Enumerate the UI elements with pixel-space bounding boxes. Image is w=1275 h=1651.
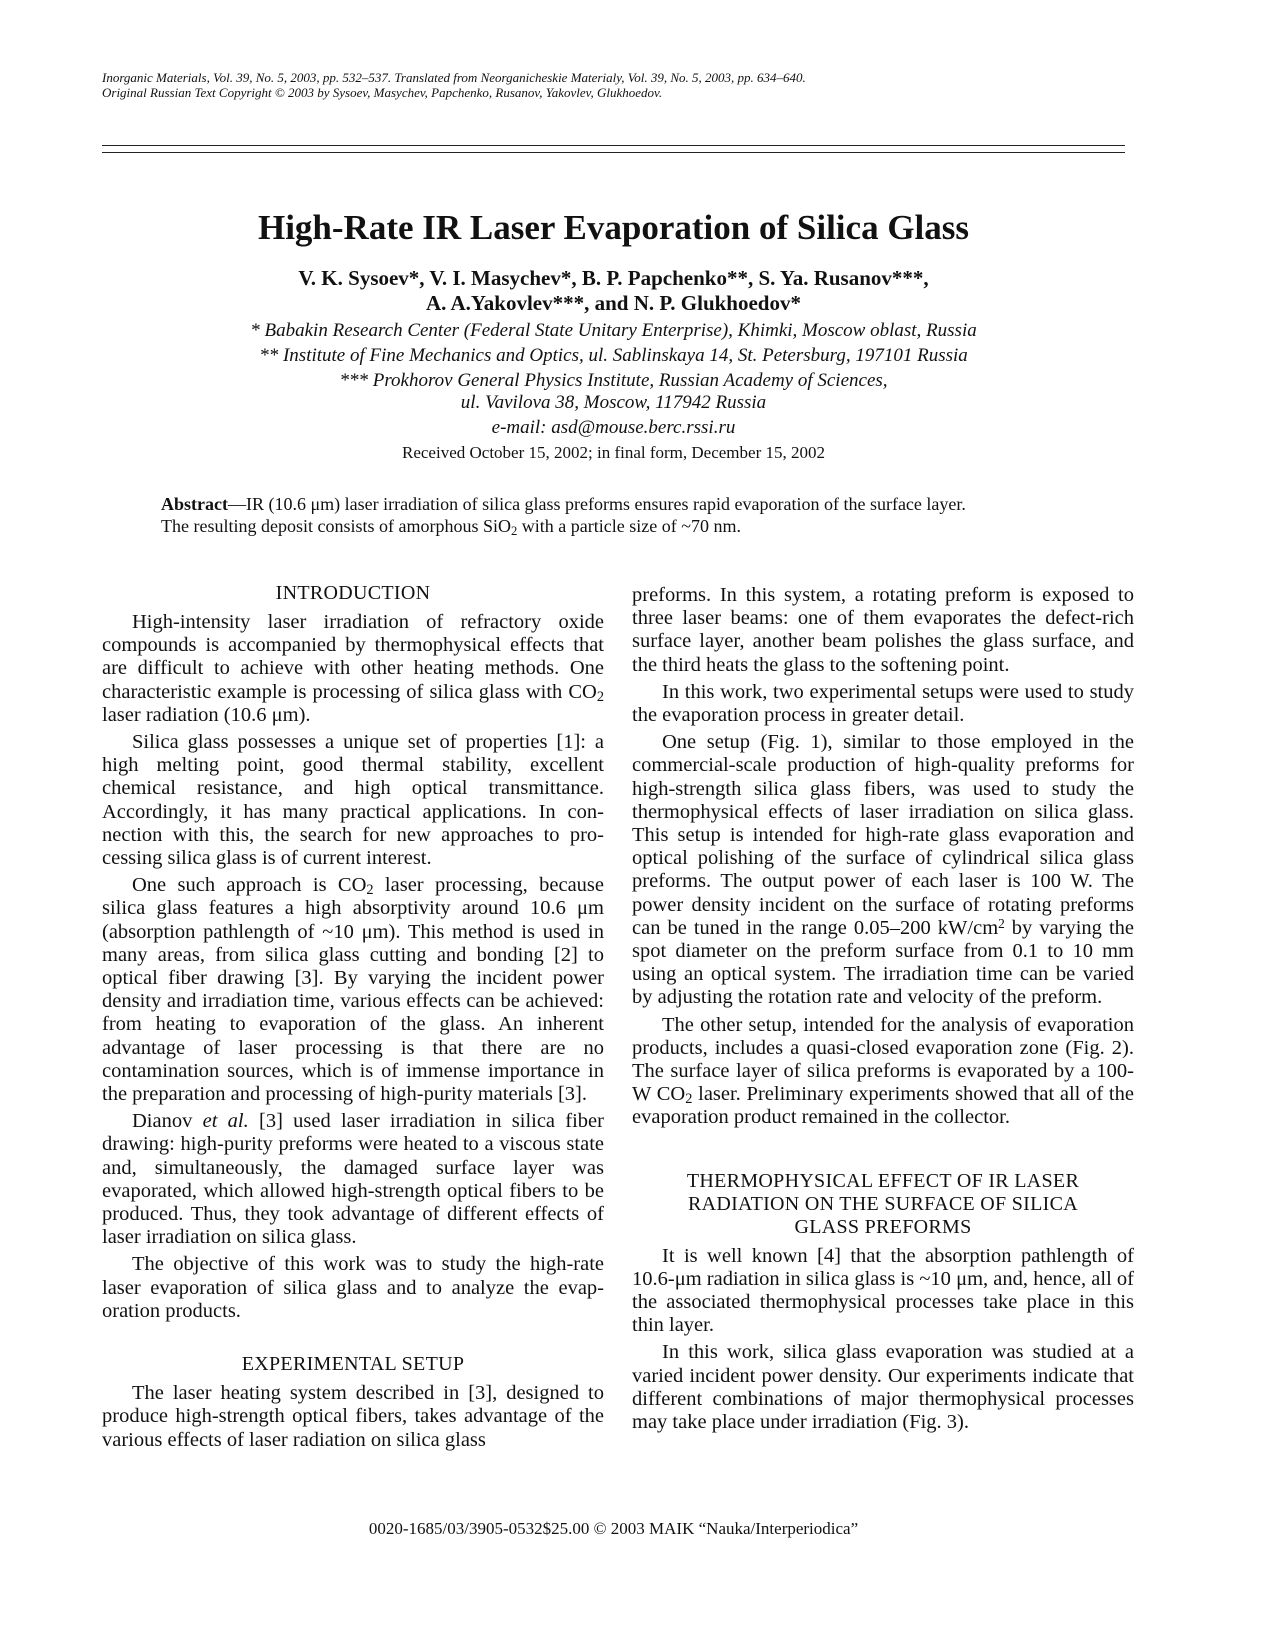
paragraph (632, 1014, 1134, 1130)
paragraph-text: Dianov (132, 1110, 203, 1133)
subscript: 2 (366, 882, 374, 899)
paragraph (632, 731, 1134, 1009)
affiliation-3-line-2: ul. Vavilova 38, Moscow, 117942 Russia (460, 392, 767, 413)
header-citation: Inorganic Materials, Vol. 39, No. 5, 2003, pp. 532–537. Translated from Neorganicheskie Materialy, Vol. 39, No. 5, 2003, pp. 634–640. (102, 70, 806, 85)
paragraph-text: High-intensity laser irradiation of refractory oxide compounds is accompanied by thermophysical effects that are difficult to achieve with other heating methods. One characteristic example is processing of silica glass with CO (102, 611, 604, 703)
header-copyright: Original Russian Text Copyright © 2003 by Sysoev, Masychev, Papchenko, Rusanov, Yakovlev, Glukhoedov. (102, 85, 663, 100)
abstract-line-1 (161, 493, 1071, 515)
paragraph: The laser heating system described in [3], designed to produce high-strength optical fibers, takes advantage of the various effects of laser radiation on silica glass (102, 1382, 604, 1451)
left-column (102, 582, 604, 1456)
subscript: 2 (596, 688, 604, 705)
affiliation-3-line-1: *** Prokhorov General Physics Institute, Russian Academy of Sciences, (339, 370, 888, 391)
paragraph (102, 1110, 604, 1249)
heading-line: GLASS PREFORMS (794, 1215, 972, 1238)
paragraph-text: by varying the spot diameter on the preform surface from 0.1 to 10 mm using an optical system. The irradiation time can be varied by adjusting the rotation rate and velocity of the preform. (632, 916, 1134, 1009)
paragraph: It is well known [4] that the absorption pathlength of 10.6-μm radiation in silica glass is ~10 μm, and, hence, all of the associated thermophysical processes take place in this thin layer. (632, 1244, 1134, 1337)
header-rule-top (102, 145, 1125, 146)
paragraph-text: [3] used laser irradiation in silica fiber drawing: high-purity preforms were heated to a viscous state and, simultaneously, the damaged surface layer was evaporated, which allowed high-strength optical fibers to be produced. Thus, they took advantage of different effects of laser irradiation on silica glass. (102, 1110, 604, 1249)
author-list (102, 266, 1125, 316)
abstract-line-2 (161, 515, 1071, 537)
abstract-text-2b: with a particle size of ~70 nm. (517, 516, 741, 536)
paragraph-text: One such approach is CO (132, 874, 367, 897)
affiliations (102, 320, 1125, 464)
paper-title: High-Rate IR Laser Evaporation of Silica Glass (257, 208, 970, 247)
paragraph: In this work, silica glass evaporation was studied at a varied incident power density. Our experiments indicate that different combinations of major thermophysical processes may take place under irradiation (Fig. 3). (632, 1341, 1134, 1434)
section-heading-experimental-setup: EXPERIMENTAL SETUP (241, 1353, 465, 1376)
paragraph (102, 874, 604, 1106)
affiliation-3 (102, 370, 1125, 414)
paragraph: In this work, two experimental setups were used to study the evaporation process in greater detail. (632, 680, 1134, 727)
heading-line: THERMOPHYSICAL EFFECT OF IR LASER (686, 1169, 1080, 1192)
running-header (102, 70, 1182, 100)
abstract-text-2a: The resulting deposit consists of amorphous SiO (161, 516, 511, 536)
paragraph (102, 611, 604, 727)
page-footer: 0020-1685/03/3905-0532$25.00 © 2003 MAIK “Nauka/Interperiodica” (368, 1519, 859, 1538)
paragraph-text: laser processing, because silica glass features a high absorptivity around 10.6 μm (absorption pathlength of ~10 μm). This method is used in many areas, from silica glass cutting and bonding [2] to optical fiber drawing [3]. By varying the incident power density and irradiation time, various effects can be achieved: from heating to evaporation of the glass. An inherent advantage of laser processing is that there are no contamination sources, which is of immense importance in the preparation and processing of high-purity materials [3]. (102, 874, 604, 1106)
abstract-text-1: —IR (10.6 μm) laser irradiation of silica glass preforms ensures rapid evaporation of the surface layer. (227, 494, 966, 514)
paragraph: preforms. In this system, a rotating preform is exposed to three laser beams: one of them evaporates the defect-rich surface layer, another beam polishes the glass surface, and the third heats the glass to the softening point. (632, 584, 1134, 676)
paragraph-text: The other setup, intended for the analysis of evaporation products, includes a quasi-closed evaporation zone (Fig. 2). The surface layer of silica preforms is evaporated by a 100-W CO (632, 1013, 1134, 1106)
affiliation-2: ** Institute of Fine Mechanics and Optics, ul. Sablinskaya 14, St. Petersburg, 197101 Russia (259, 345, 968, 366)
subscript: 2 (685, 1091, 693, 1108)
received-dates: Received October 15, 2002; in final form, December 15, 2002 (402, 443, 825, 462)
abstract-label: Abstract (161, 494, 228, 514)
paragraph-text: One setup (Fig. 1), similar to those employed in the commercial-scale production of high-quality preforms for high-strength silica glass fibers, was used to study the thermophysical effects of laser irradiation on silica glass. This setup is intended for high-rate glass evaporation and optical polishing of the surface of cylindrical silica glass preforms. The output power of each laser is 100 W. The power density incident on the surface of rotating preforms can be tuned in the range 0.05–200 kW/cm (632, 731, 1134, 939)
contact-email: e-mail: asd@mouse.berc.rssi.ru (491, 417, 736, 438)
italic-text: et al. (202, 1110, 249, 1133)
authors-line-1: V. K. Sysoev*, V. I. Masychev*, B. P. Papchenko**, S. Ya. Rusanov***, (298, 266, 929, 290)
section-heading-introduction: INTRODUCTION (275, 582, 431, 604)
paragraph-text: laser radiation (10.6 μm). (102, 703, 311, 726)
abstract (161, 493, 1071, 537)
authors-line-2: A. A.Yakovlev***, and N. P. Glukhoedov* (426, 291, 801, 315)
heading-line: RADIATION ON THE SURFACE OF SILICA (687, 1192, 1079, 1215)
header-rule-bottom (102, 152, 1125, 153)
section-heading-thermophysical-effect (632, 1170, 1134, 1239)
affiliation-1: * Babakin Research Center (Federal State Unitary Enterprise), Khimki, Moscow oblast, Russia (250, 320, 977, 341)
paragraph-text: laser. Preliminary experiments showed that all of the evaporation product remained in the collector. (632, 1083, 1134, 1129)
paragraph: The objective of this work was to study the high-rate laser evaporation of silica glass and to analyze the evaporation products. (102, 1253, 604, 1322)
paragraph: Silica glass possesses a unique set of properties [1]: a high melting point, good thermal stability, excellent chemical resistance, and high optical transmittance. Accordingly, it has many practical applications. In connection with this, the search for new approaches to processing silica glass is of current interest. (102, 731, 604, 870)
right-column (632, 584, 1134, 1438)
superscript: 2 (998, 915, 1005, 931)
abstract-subscript: 2 (510, 524, 518, 538)
